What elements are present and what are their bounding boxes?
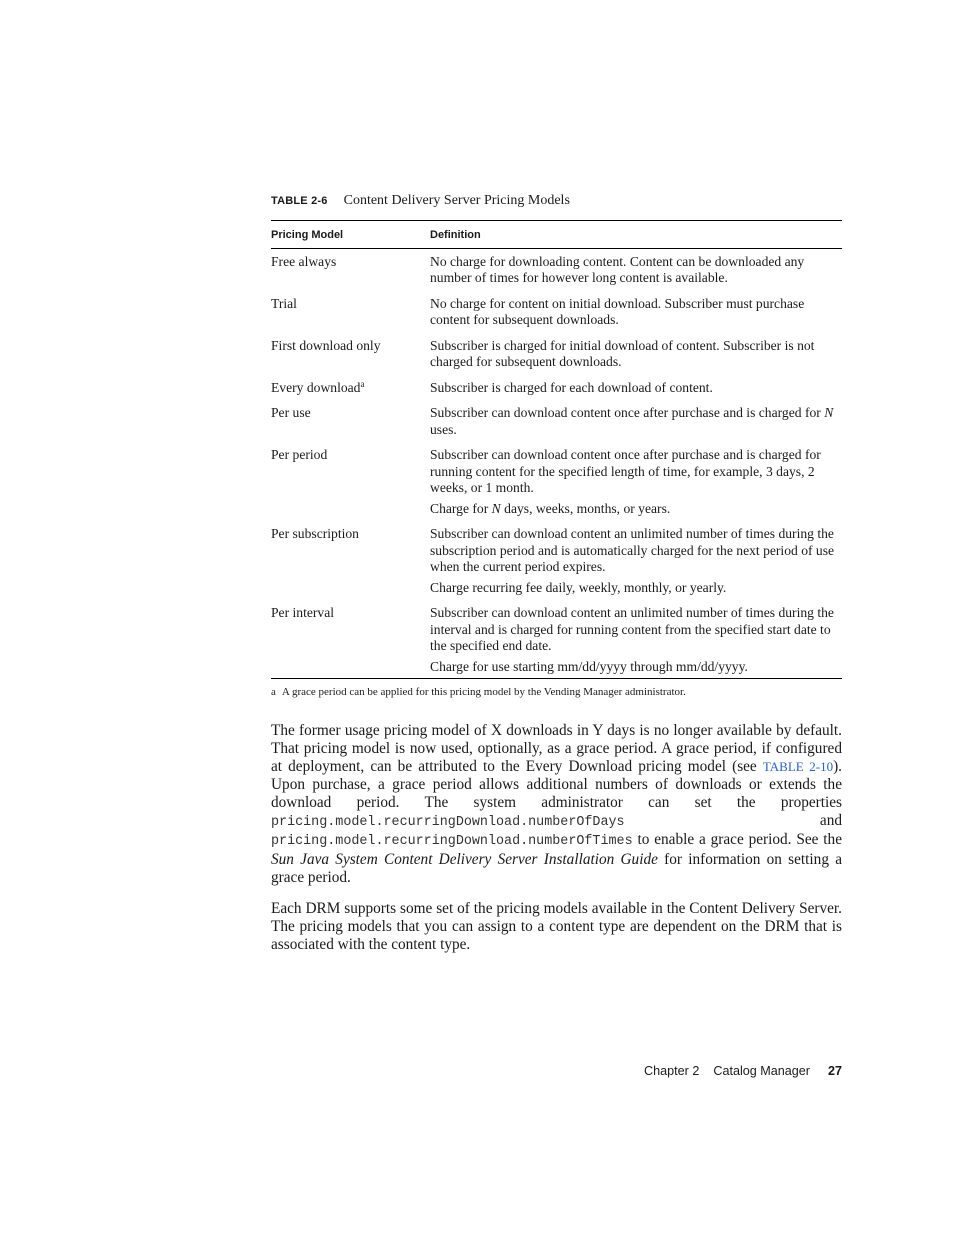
definition-text-part: Subscriber can download content once after purchase and is charged for [430,405,821,420]
definition-text [430,405,842,438]
definition-text: Subscriber can download content an unlimited number of times during the interval and is charged for running content from the specified start date to the specified end date. [430,605,834,653]
body-paragraph-drm: Each DRM supports some set of the pricing models available in the Content Delivery Server. The pricing models that you can assign to a content type are dependent on the DRM that is associated with the content type. [271,900,842,953]
footnote-mark: a [271,686,276,698]
table-footnote [271,685,842,699]
pricing-model-cell: Free always [271,253,337,269]
definition-text: No charge for downloading content. Content can be downloaded any number of times for however long content is available. [430,253,805,285]
paragraph-text: and [624,811,842,829]
column-header-definition: Definition [430,221,842,249]
definition-text: No charge for content on initial download. Subscriber must purchase content for subsequent downloads. [430,295,805,327]
definition-cell [430,380,842,406]
definition-cell [430,248,842,296]
code-property-number-of-days: pricing.model.recurringDownload.numberOfDays [271,814,625,830]
pricing-model-cell: First download only [271,337,381,353]
table-row [271,605,842,679]
page-number: 27 [827,1064,842,1078]
footer-chapter: Chapter 2 [644,1064,700,1078]
definition-text: Subscriber can download content an unlimited number of times during the subscription period and is automatically charged for the next period of use when the current period expires. [430,526,835,574]
pricing-model-cell: Per subscription [271,526,359,541]
definition-text [430,501,842,518]
page-footer [644,1063,842,1079]
pricing-models-table [271,220,842,679]
paragraph-text: The former usage pricing model of X downloads in Y days is no longer available by default. That pricing model is now used, optionally, as a grace period. A grace period, if configured at deployment, can be attributed to the Every Download pricing model (see [271,722,842,775]
pricing-model-cell: Per period [271,447,328,462]
table-row [271,447,842,526]
paragraph-text: for information on setting a grace period. [271,851,842,887]
definition-text: Charge recurring fee daily, weekly, monthly, or yearly. [430,579,727,595]
definition-cell [430,338,842,380]
definition-cell [430,405,842,447]
definition-cell [430,447,842,526]
definition-text: Charge for use starting mm/dd/yyyy through mm/dd/yyyy. [430,658,748,674]
paragraph-text: ). Upon purchase, a grace period allows additional numbers of downloads or extends the download period. The system administrator can set the properties [271,757,842,811]
body-paragraph-grace-period [271,722,842,887]
definition-text: Subscriber can download content once after purchase and is charged for running content for the specified length of time, for example, 3 days, 2 weeks, or 1 month. [430,447,821,495]
variable-n: N [491,500,501,516]
page-content [271,192,842,954]
table-label: TABLE 2-6 [271,195,328,207]
definition-text: Subscriber is charged for each download of content. [430,379,713,395]
definition-cell [430,605,842,679]
code-property-number-of-times: pricing.model.recurringDownload.numberOfTimes [271,834,633,850]
definition-cell [430,526,842,605]
definition-text-part: uses. [430,421,457,437]
paragraph-text: to enable a grace period. See the [632,831,842,849]
column-header-pricing-model: Pricing Model [271,221,430,249]
table-row [271,338,842,380]
definition-cell [430,296,842,338]
table-header-row [271,221,842,249]
definition-text-part: Charge for [430,500,489,516]
pricing-model-cell: Per interval [271,605,335,620]
table-row [271,296,842,338]
table-row [271,526,842,605]
footnote-text: A grace period can be applied for this pricing model by the Vending Manager administrator. [281,686,686,698]
book-title: Sun Java System Content Delivery Server Installation Guide [271,851,658,869]
footnote-marker: a [360,378,365,389]
table-row [271,380,842,406]
variable-n: N [824,405,834,420]
pricing-model-cell [271,380,430,406]
footer-section: Catalog Manager [713,1064,810,1078]
pricing-model-cell: Per use [271,405,311,420]
table-row [271,248,842,296]
pricing-model-cell: Trial [271,295,297,311]
table-2-10-link[interactable]: TABLE 2-10 [762,758,834,774]
table-caption [271,192,842,210]
definition-text: Subscriber is charged for initial download of content. Subscriber is not charged for subsequent downloads. [430,337,815,369]
pricing-model-name: Every download [271,379,361,395]
definition-text-part: days, weeks, months, or years. [500,500,671,516]
table-row [271,405,842,447]
table-title: Content Delivery Server Pricing Models [343,193,570,208]
